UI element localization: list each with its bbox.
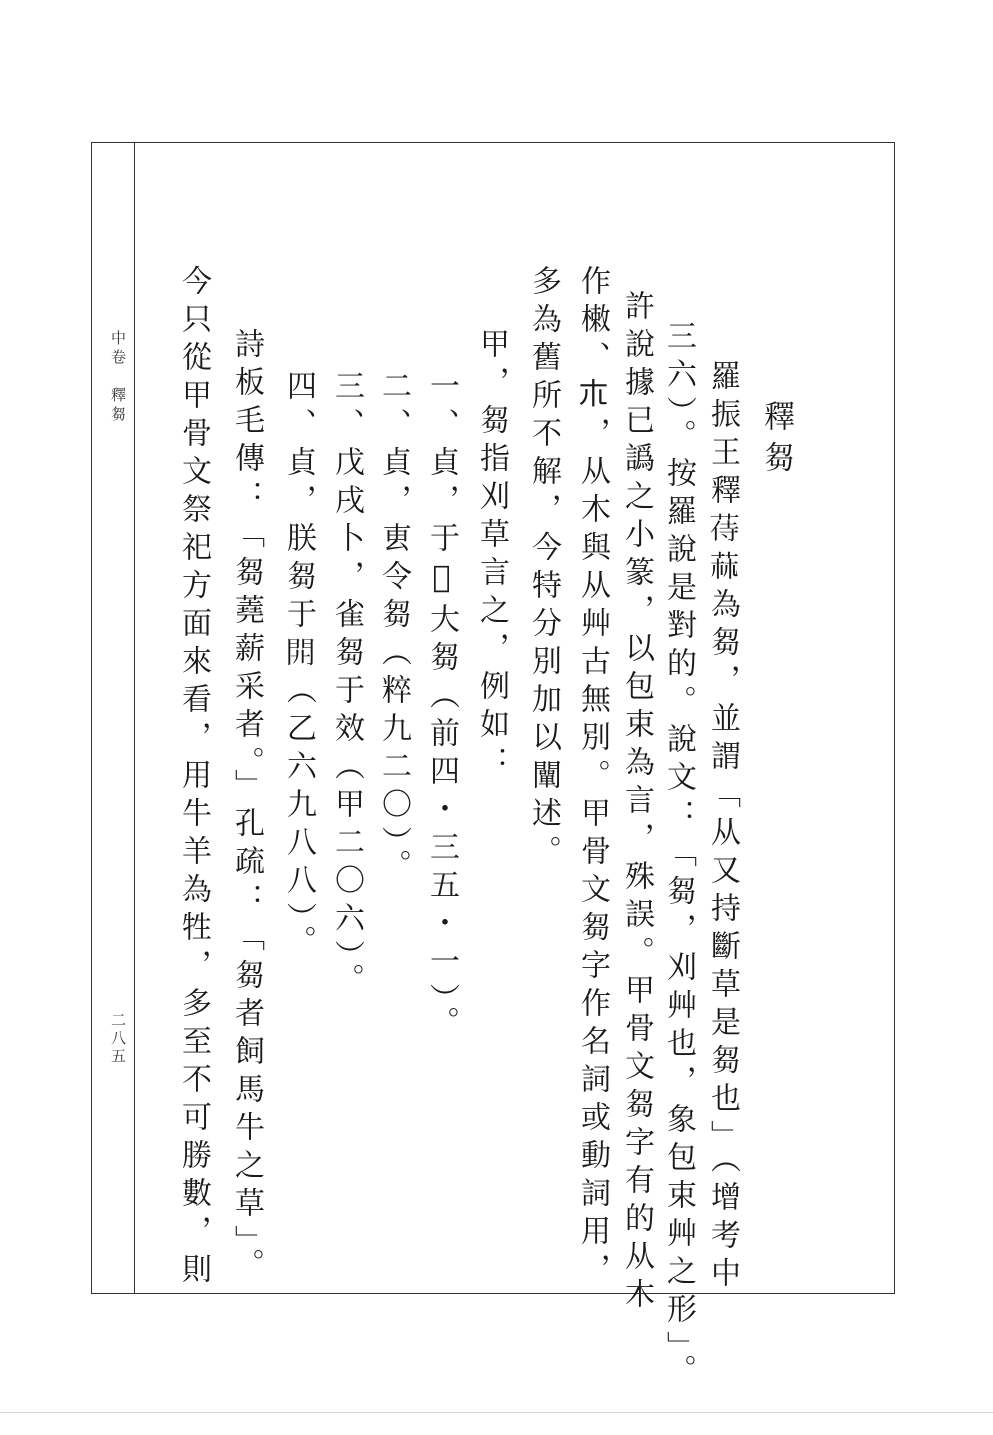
text-column-6: 甲，芻指刈草言之，例如： bbox=[474, 328, 509, 784]
example-1: 一、貞，于𦎫大芻（前四・三五・一）。 bbox=[424, 370, 459, 1044]
text-column-2: 三六）。按羅說是對的。說文：「芻，刈艸也，象包束艸之形」。 bbox=[661, 320, 696, 1392]
example-4: 四、貞，朕芻于𨳡（乙六九八八）。 bbox=[281, 370, 316, 963]
text-column-3: 許說據已譌之小篆，以包束為言，殊誤。甲骨文芻字有的从木 bbox=[619, 290, 654, 1316]
example-2: 二、貞，叀令芻（粹九二〇）。 bbox=[376, 370, 411, 887]
margin-rule bbox=[134, 142, 135, 1294]
text-column-4: 作𣙙、𣎳，从木與从艸古無別。甲骨文芻字作名詞或動詞用， bbox=[575, 265, 610, 1291]
text-column-12: 今只從甲骨文祭祀方面來看，用牛羊為牲，多至不可勝數，則 bbox=[176, 265, 211, 1291]
text-column-1: 羅振王釋𦱎𦱍為芻，並謂「从又持斷草是芻也」（增考中 bbox=[705, 360, 740, 1295]
running-head: 中卷 釋芻 bbox=[109, 330, 127, 425]
page-number: 二八五 bbox=[109, 1012, 127, 1066]
text-column-11: 詩板毛傳：「芻蕘薪采者。」孔疏：「芻者飼馬牛之草」。 bbox=[229, 328, 264, 1286]
scan-edge bbox=[0, 1412, 993, 1413]
example-3: 三、戊戌卜，雀芻于效（甲二〇六）。 bbox=[329, 370, 364, 1001]
text-column-5: 多為舊所不解，今特分別加以闡述。 bbox=[526, 265, 561, 873]
section-title: 釋芻 bbox=[758, 400, 794, 482]
